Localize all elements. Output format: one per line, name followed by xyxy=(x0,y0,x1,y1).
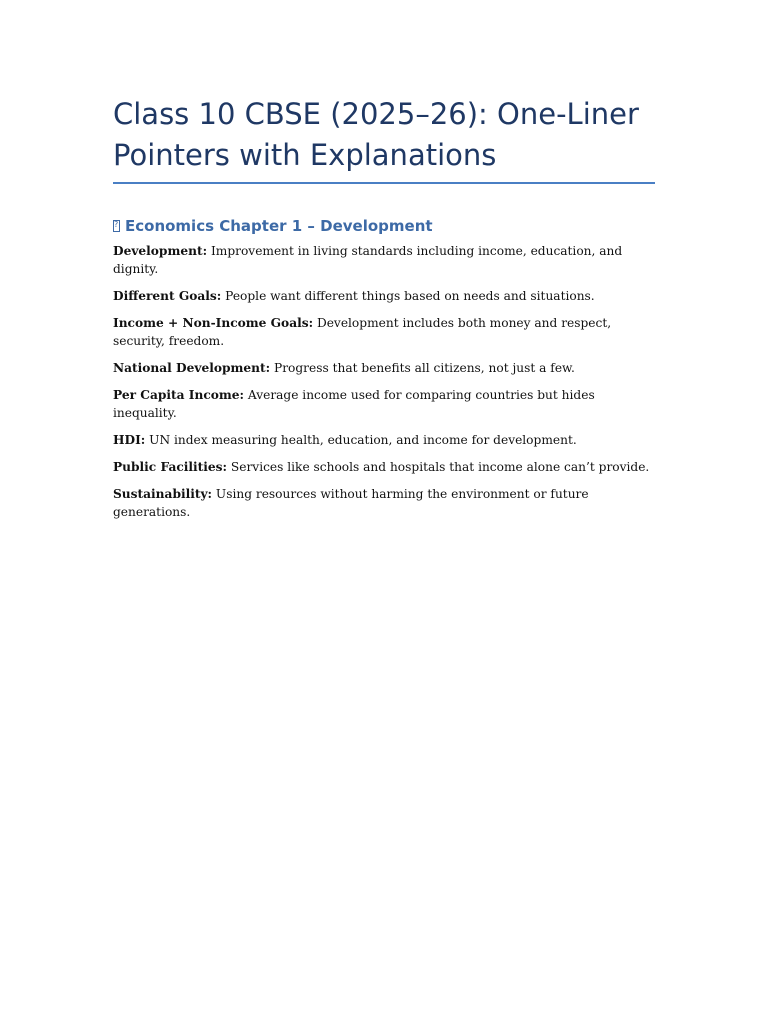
pointer-text: Development includes both money and respect, security, freedom. xyxy=(113,316,612,348)
pointer-text: UN index measuring health, education, and income for development. xyxy=(145,433,577,447)
pointer-sustainability xyxy=(113,485,655,521)
pointer-text: Improvement in living standards including income, education, and dignity. xyxy=(113,244,623,276)
pointer-public-facilities xyxy=(113,458,655,476)
pointer-term: Development: xyxy=(113,244,208,258)
pointer-hdi xyxy=(113,431,655,449)
section-heading xyxy=(113,216,655,236)
missing-glyph-icon xyxy=(113,220,120,232)
pointer-term: Income + Non-Income Goals: xyxy=(113,316,314,330)
section-heading-text: Economics Chapter 1 – Development xyxy=(125,217,433,235)
pointer-term: Per Capita Income: xyxy=(113,388,245,402)
pointer-text: Average income used for comparing countries but hides inequality. xyxy=(113,388,595,420)
pointer-text: Progress that benefits all citizens, not just a few. xyxy=(270,361,575,375)
page-title: Class 10 CBSE (2025–26): One-Liner Pointers with Explanations xyxy=(113,94,655,184)
pointer-national-development xyxy=(113,359,655,377)
pointer-text: Services like schools and hospitals that income alone can’t provide. xyxy=(227,460,650,474)
pointer-income-goals xyxy=(113,314,655,350)
pointer-text: People want different things based on needs and situations. xyxy=(221,289,595,303)
pointer-text: Using resources without harming the environment or future generations. xyxy=(113,487,589,519)
pointer-development xyxy=(113,242,655,278)
pointer-term: Public Facilities: xyxy=(113,460,228,474)
pointer-term: Different Goals: xyxy=(113,289,222,303)
pointer-per-capita-income xyxy=(113,386,655,422)
pointer-term: Sustainability: xyxy=(113,487,213,501)
pointer-different-goals xyxy=(113,287,655,305)
document-page xyxy=(113,94,655,530)
pointer-term: National Development: xyxy=(113,361,271,375)
pointer-term: HDI: xyxy=(113,433,146,447)
